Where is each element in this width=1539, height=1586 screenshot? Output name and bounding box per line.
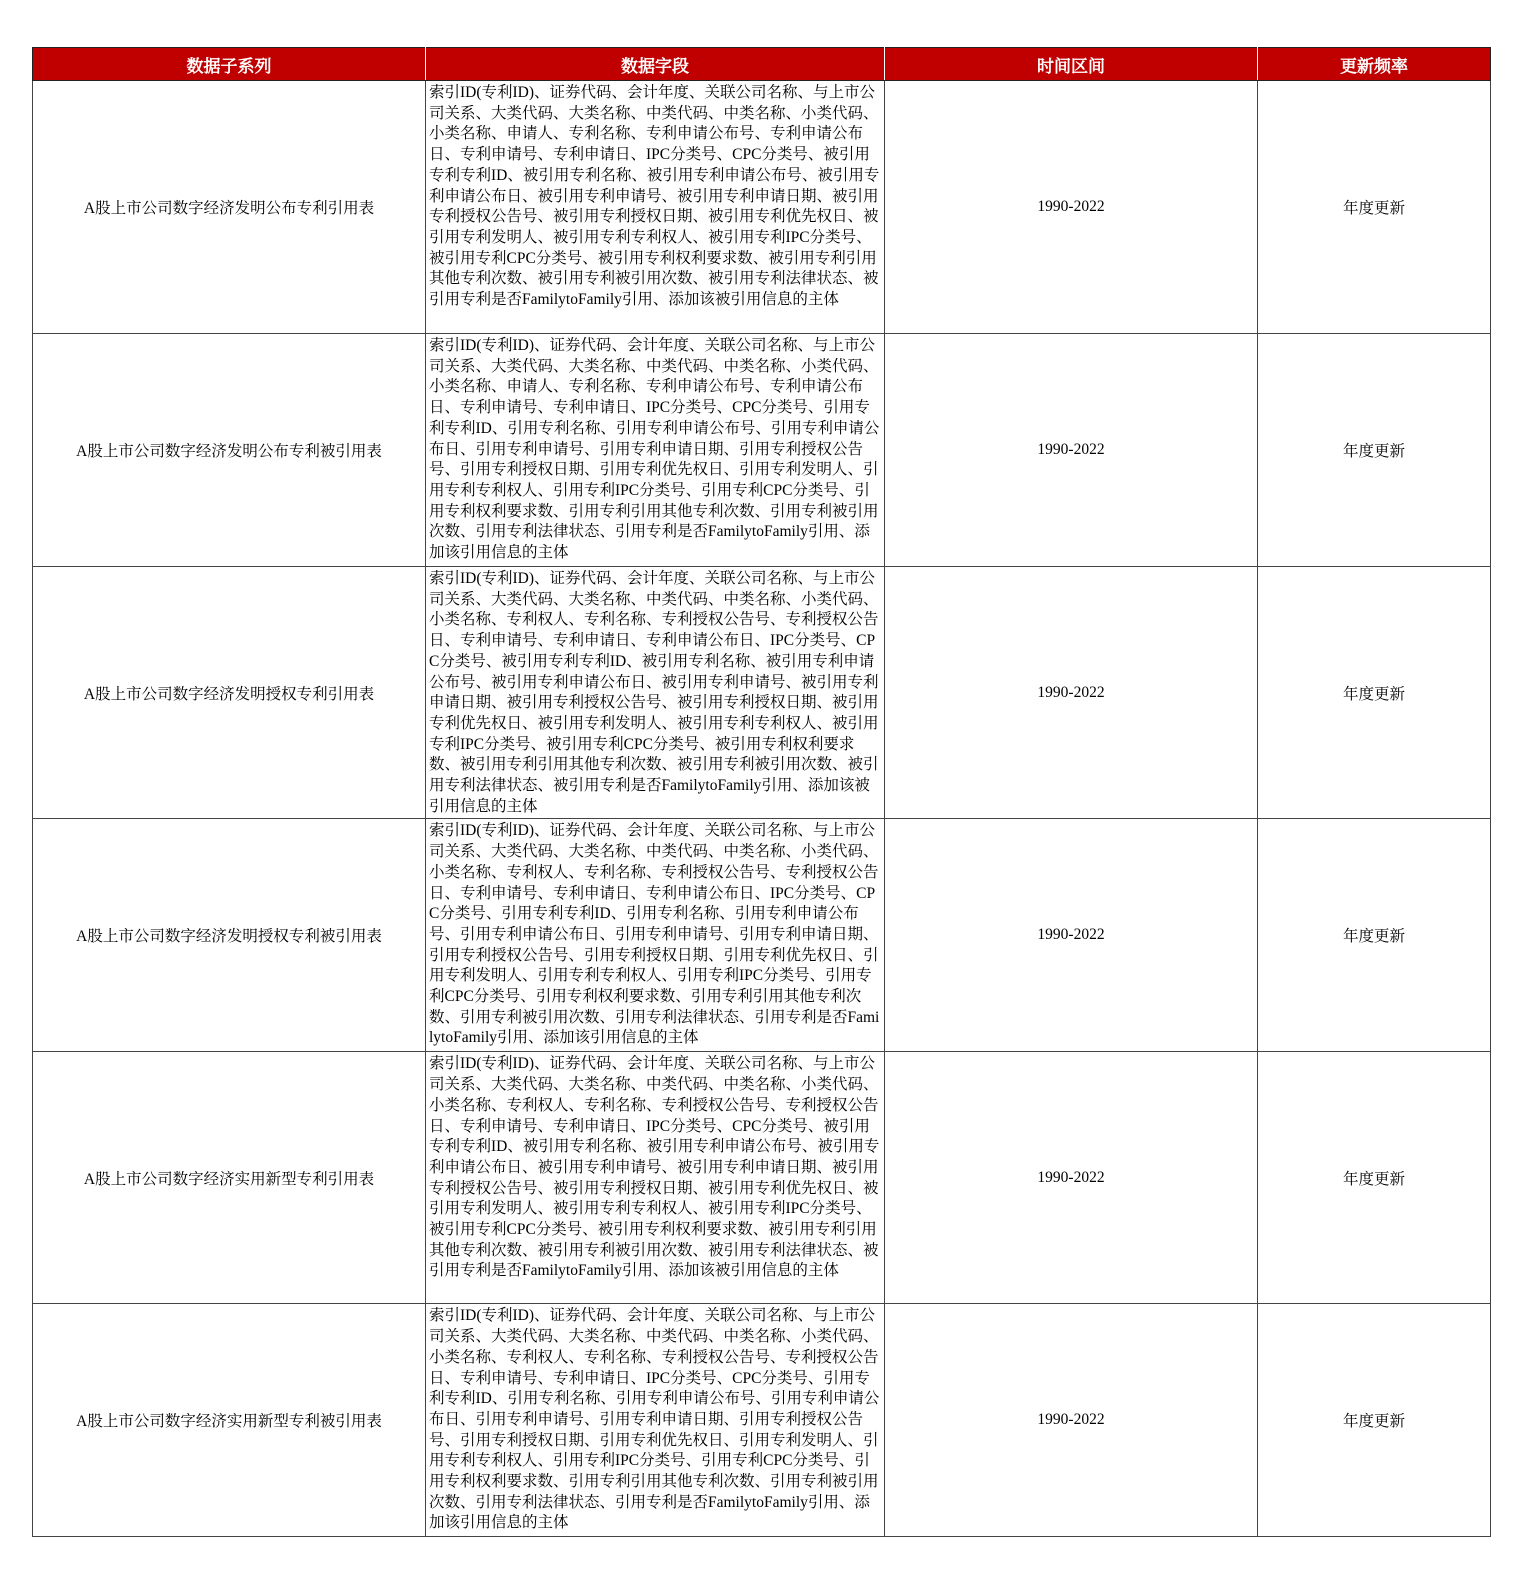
header-series: 数据子系列 bbox=[33, 48, 426, 81]
document-page bbox=[32, 47, 1490, 1537]
frequency-cell: 年度更新 bbox=[1258, 1304, 1491, 1537]
frequency-cell: 年度更新 bbox=[1258, 81, 1491, 334]
period-cell: 1990-2022 bbox=[885, 81, 1258, 334]
data-series-table bbox=[32, 47, 1491, 1537]
table-row bbox=[33, 1304, 1491, 1537]
series-cell: A股上市公司数字经济发明授权专利被引用表 bbox=[33, 819, 426, 1052]
series-cell: A股上市公司数字经济实用新型专利引用表 bbox=[33, 1052, 426, 1304]
series-cell: A股上市公司数字经济发明公布专利引用表 bbox=[33, 81, 426, 334]
frequency-cell: 年度更新 bbox=[1258, 1052, 1491, 1304]
period-cell: 1990-2022 bbox=[885, 1304, 1258, 1537]
fields-cell: 索引ID(专利ID)、证券代码、会计年度、关联公司名称、与上市公司关系、大类代码、大类名称、中类代码、中类名称、小类代码、小类名称、申请人、专利名称、专利申请公布号、专利申请公布日、专利申请号、专利申请日、IPC分类号、CPC分类号、引用专利专利ID、引用专利名称、引用专利申请公布号、引用专利申请公布日、引用专利申请号、引用专利申请日期、引用专利授权公告号、引用专利授权日期、引用专利优先权日、引用专利发明人、引用专利专利权人、引用专利IPC分类号、引用专利CPC分类号、引用专利权利要求数、引用专利引用其他专利次数、引用专利被引用次数、引用专利法律状态、引用专利是否FamilytoFamily引用、添加该引用信息的主体 bbox=[426, 334, 885, 567]
series-cell: A股上市公司数字经济发明公布专利被引用表 bbox=[33, 334, 426, 567]
table-header-row bbox=[33, 48, 1491, 81]
period-cell: 1990-2022 bbox=[885, 819, 1258, 1052]
frequency-cell: 年度更新 bbox=[1258, 567, 1491, 819]
series-cell: A股上市公司数字经济发明授权专利引用表 bbox=[33, 567, 426, 819]
fields-cell: 索引ID(专利ID)、证券代码、会计年度、关联公司名称、与上市公司关系、大类代码、大类名称、中类代码、中类名称、小类代码、小类名称、专利权人、专利名称、专利授权公告号、专利授权公告日、专利申请号、专利申请日、专利申请公布日、IPC分类号、CPC分类号、被引用专利专利ID、被引用专利名称、被引用专利申请公布号、被引用专利申请公布日、被引用专利申请号、被引用专利申请日期、被引用专利授权公告号、被引用专利授权日期、被引用专利优先权日、被引用专利发明人、被引用专利专利权人、被引用专利IPC分类号、被引用专利CPC分类号、被引用专利权利要求数、被引用专利引用其他专利次数、被引用专利被引用次数、被引用专利法律状态、被引用专利是否FamilytoFamily引用、添加该被引用信息的主体 bbox=[426, 567, 885, 819]
period-cell: 1990-2022 bbox=[885, 1052, 1258, 1304]
fields-cell: 索引ID(专利ID)、证券代码、会计年度、关联公司名称、与上市公司关系、大类代码、大类名称、中类代码、中类名称、小类代码、小类名称、专利权人、专利名称、专利授权公告号、专利授权公告日、专利申请号、专利申请日、专利申请公布日、IPC分类号、CPC分类号、引用专利专利ID、引用专利名称、引用专利申请公布号、引用专利申请公布日、引用专利申请号、引用专利申请日期、引用专利授权公告号、引用专利授权日期、引用专利优先权日、引用专利发明人、引用专利专利权人、引用专利IPC分类号、引用专利CPC分类号、引用专利权利要求数、引用专利引用其他专利次数、引用专利被引用次数、引用专利法律状态、引用专利是否FamilytoFamily引用、添加该引用信息的主体 bbox=[426, 819, 885, 1052]
fields-cell: 索引ID(专利ID)、证券代码、会计年度、关联公司名称、与上市公司关系、大类代码、大类名称、中类代码、中类名称、小类代码、小类名称、专利权人、专利名称、专利授权公告号、专利授权公告日、专利申请号、专利申请日、IPC分类号、CPC分类号、引用专利专利ID、引用专利名称、引用专利申请公布号、引用专利申请公布日、引用专利申请号、引用专利申请日期、引用专利授权公告号、引用专利授权日期、引用专利优先权日、引用专利发明人、引用专利专利权人、引用专利IPC分类号、引用专利CPC分类号、引用专利权利要求数、引用专利引用其他专利次数、引用专利被引用次数、引用专利法律状态、引用专利是否FamilytoFamily引用、添加该引用信息的主体 bbox=[426, 1304, 885, 1537]
frequency-cell: 年度更新 bbox=[1258, 819, 1491, 1052]
header-fields: 数据字段 bbox=[426, 48, 885, 81]
period-cell: 1990-2022 bbox=[885, 567, 1258, 819]
header-period: 时间区间 bbox=[885, 48, 1258, 81]
fields-cell: 索引ID(专利ID)、证券代码、会计年度、关联公司名称、与上市公司关系、大类代码、大类名称、中类代码、中类名称、小类代码、小类名称、申请人、专利名称、专利申请公布号、专利申请公布日、专利申请号、专利申请日、IPC分类号、CPC分类号、被引用专利专利ID、被引用专利名称、被引用专利申请公布号、被引用专利申请公布日、被引用专利申请号、被引用专利申请日期、被引用专利授权公告号、被引用专利授权日期、被引用专利优先权日、被引用专利发明人、被引用专利专利权人、被引用专利IPC分类号、被引用专利CPC分类号、被引用专利权利要求数、被引用专利引用其他专利次数、被引用专利被引用次数、被引用专利法律状态、被引用专利是否FamilytoFamily引用、添加该被引用信息的主体 bbox=[426, 81, 885, 334]
fields-cell: 索引ID(专利ID)、证券代码、会计年度、关联公司名称、与上市公司关系、大类代码、大类名称、中类代码、中类名称、小类代码、小类名称、专利权人、专利名称、专利授权公告号、专利授权公告日、专利申请号、专利申请日、IPC分类号、CPC分类号、被引用专利专利ID、被引用专利名称、被引用专利申请公布号、被引用专利申请公布日、被引用专利申请号、被引用专利申请日期、被引用专利授权公告号、被引用专利授权日期、被引用专利优先权日、被引用专利发明人、被引用专利专利权人、被引用专利IPC分类号、被引用专利CPC分类号、被引用专利权利要求数、被引用专利引用其他专利次数、被引用专利被引用次数、被引用专利法律状态、被引用专利是否FamilytoFamily引用、添加该被引用信息的主体 bbox=[426, 1052, 885, 1304]
series-cell: A股上市公司数字经济实用新型专利被引用表 bbox=[33, 1304, 426, 1537]
table-row bbox=[33, 567, 1491, 819]
table-row bbox=[33, 81, 1491, 334]
period-cell: 1990-2022 bbox=[885, 334, 1258, 567]
header-frequency: 更新频率 bbox=[1258, 48, 1491, 81]
table-row bbox=[33, 334, 1491, 567]
frequency-cell: 年度更新 bbox=[1258, 334, 1491, 567]
table-row bbox=[33, 819, 1491, 1052]
table-row bbox=[33, 1052, 1491, 1304]
